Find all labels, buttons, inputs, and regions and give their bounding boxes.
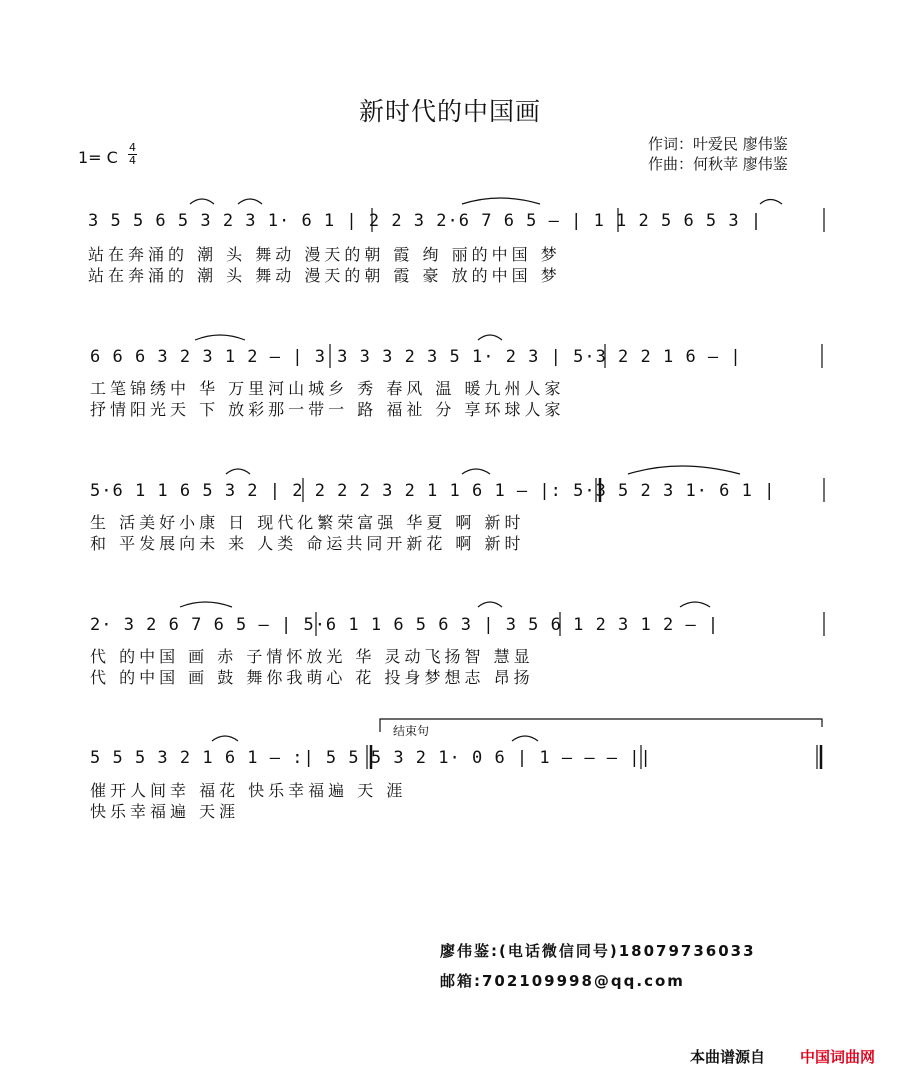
- lyricist-credit: 作词：叶爱民 廖伟鉴: [648, 135, 788, 153]
- ending-bracket: [380, 719, 822, 732]
- contact-phone: 廖伟鉴:(电话微信同号)18079736033: [440, 942, 756, 960]
- system-2-notes: 6 6 6 3 2 3 1 2 – | 3 3 3 3 2 3 5 1· 2 3 | 5·3 2 2 1 6 – |: [90, 347, 742, 367]
- system-5-notes: 5 5 5 3 2 1 6 1 – :| 5 5 5 3 2 1· 0 6 | 1 – – – ||: [90, 748, 652, 768]
- slur: [238, 199, 262, 204]
- slur: [478, 335, 502, 340]
- system-4-notes: 2· 3 2 6 7 6 5 – | 5·6 1 1 6 5 6 3 | 3 5 6 1 2 3 1 2 – |: [90, 615, 720, 635]
- system-1-notes: 3 5 5 6 5 3 2 3 1· 6 1 | 2 2 3 2·6 7 6 5 – | 1 1 2 5 6 5 3 |: [88, 211, 763, 231]
- page-title: 新时代的中国画: [358, 97, 541, 126]
- system-2-lyric-2: 抒情阳光天 下 放彩那一带一 路 福祉 分 享环球人家: [90, 400, 565, 419]
- time-signature: [128, 143, 137, 166]
- system-3-lyric-1: 生 活美好小康 日 现代化繁荣富强 华夏 啊 新时: [90, 513, 525, 532]
- source-label: 本曲谱源自: [690, 1048, 766, 1066]
- slur: [478, 602, 502, 607]
- slur: [195, 335, 245, 340]
- slur: [628, 466, 740, 474]
- slur: [512, 736, 538, 741]
- system-4-lyric-1: 代 的中国 画 赤 子情怀放光 华 灵动飞扬智 慧显: [90, 647, 534, 666]
- system-5-lyric-2: 快乐幸福遍 天涯: [90, 802, 240, 821]
- ending-label: 结束句: [393, 724, 430, 738]
- key-signature: 1= C: [78, 148, 118, 167]
- system-3-lyric-2: 和 平发展向未 来 人类 命运共同开新花 啊 新时: [90, 534, 525, 553]
- slur: [462, 198, 540, 204]
- system-5-lyric-1: 催开人间幸 福花 快乐幸福遍 天 涯: [90, 781, 407, 800]
- slur: [226, 469, 250, 474]
- system-1-lyric-2: 站在奔涌的 潮 头 舞动 漫天的朝 霞 豪 放的中国 梦: [88, 266, 561, 285]
- composer-credit: 作曲：何秋苹 廖伟鉴: [648, 155, 788, 173]
- source-site-link[interactable]: 中国词曲网: [800, 1048, 876, 1066]
- slur: [680, 602, 710, 607]
- slur: [212, 736, 238, 741]
- system-4-lyric-2: 代 的中国 画 鼓 舞你我萌心 花 投身梦想志 昂扬: [90, 668, 534, 687]
- slur: [180, 602, 232, 607]
- slur: [760, 200, 782, 205]
- time-signature-bottom: 4: [129, 154, 136, 167]
- system-3-notes: 5·6 1 1 6 5 3 2 | 2 2 2 2 3 2 1 1 6 1 – |: 5·3 5 2 3 1· 6 1 |: [90, 481, 776, 501]
- system-1-lyric-1: 站在奔涌的 潮 头 舞动 漫天的朝 霞 绚 丽的中国 梦: [88, 245, 561, 264]
- contact-email: 邮箱:702109998@qq.com: [440, 972, 685, 990]
- slur: [462, 469, 490, 474]
- time-signature-top: 4: [129, 141, 136, 154]
- system-2-lyric-1: 工笔锦绣中 华 万里河山城乡 秀 春风 温 暖九州人家: [90, 379, 565, 398]
- slur: [190, 199, 214, 204]
